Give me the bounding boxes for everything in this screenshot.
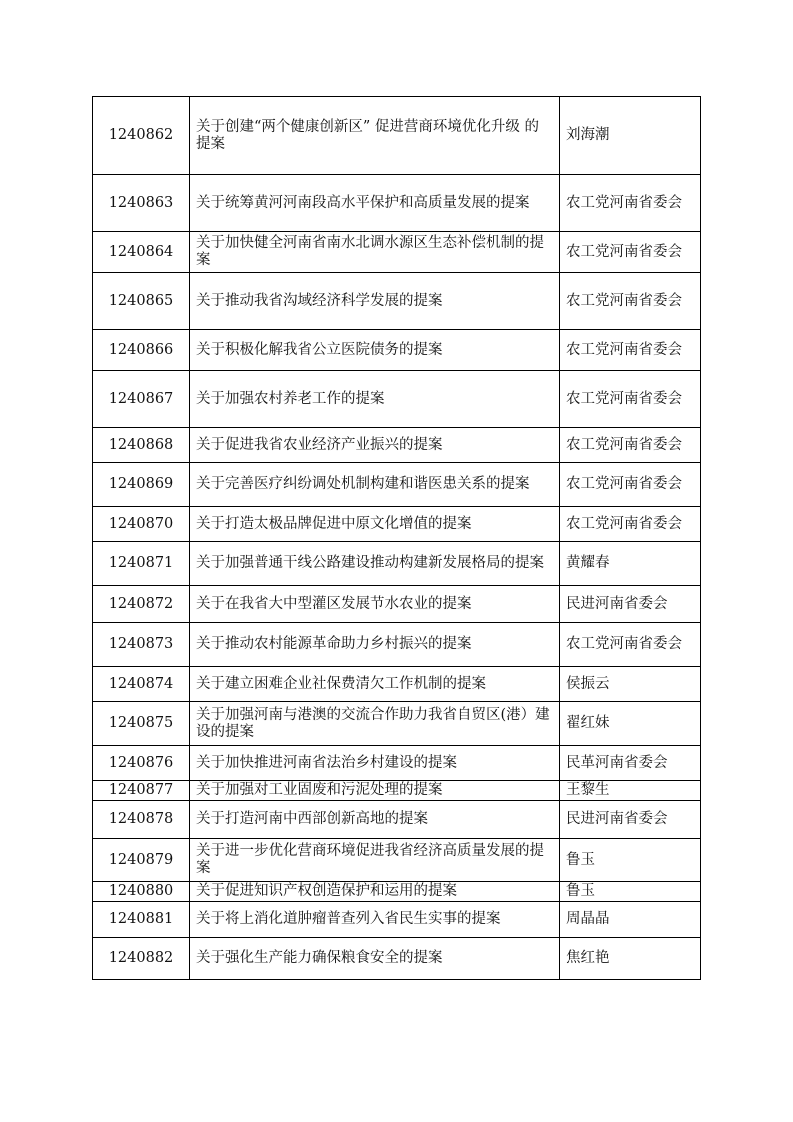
- proposal-id-cell: 1240869: [93, 463, 190, 507]
- table-row: [93, 232, 701, 273]
- proposal-submitter-cell: 鲁玉: [560, 839, 701, 882]
- proposal-id-cell: 1240863: [93, 175, 190, 232]
- table-row: [93, 273, 701, 330]
- proposal-title-cell: 关于加快健全河南省南水北调水源区生态补偿机制的提案: [190, 232, 560, 273]
- proposal-submitter-cell: 焦红艳: [560, 938, 701, 980]
- proposal-title-cell: 关于将上消化道肿瘤普查列入省民生实事的提案: [190, 902, 560, 938]
- proposal-id-cell: 1240868: [93, 428, 190, 463]
- table-row: [93, 623, 701, 667]
- proposal-submitter-cell: 农工党河南省委会: [560, 463, 701, 507]
- proposal-submitter-cell: 黄耀春: [560, 542, 701, 586]
- proposal-submitter-cell: 农工党河南省委会: [560, 371, 701, 428]
- proposal-id-cell: 1240871: [93, 542, 190, 586]
- table-row: [93, 801, 701, 839]
- proposal-title-cell: 关于推动农村能源革命助力乡村振兴的提案: [190, 623, 560, 667]
- proposal-submitter-cell: 王黎生: [560, 781, 701, 801]
- proposal-table: [92, 96, 701, 980]
- proposal-id-cell: 1240870: [93, 507, 190, 542]
- proposal-submitter-cell: 农工党河南省委会: [560, 623, 701, 667]
- table-row: [93, 97, 701, 175]
- proposal-submitter-cell: 民进河南省委会: [560, 801, 701, 839]
- proposal-title-cell: 关于建立困难企业社保费清欠工作机制的提案: [190, 667, 560, 702]
- table-row: [93, 746, 701, 781]
- proposal-id-cell: 1240866: [93, 330, 190, 371]
- proposal-id-cell: 1240873: [93, 623, 190, 667]
- table-row: [93, 839, 701, 882]
- table-row: [93, 463, 701, 507]
- table-row: [93, 882, 701, 902]
- proposal-id-cell: 1240881: [93, 902, 190, 938]
- proposal-title-cell: 关于打造太极品牌促进中原文化增值的提案: [190, 507, 560, 542]
- table-row: [93, 667, 701, 702]
- proposal-id-cell: 1240878: [93, 801, 190, 839]
- proposal-title-cell: 关于强化生产能力确保粮食安全的提案: [190, 938, 560, 980]
- proposal-title-cell: 关于促进我省农业经济产业振兴的提案: [190, 428, 560, 463]
- proposal-submitter-cell: 农工党河南省委会: [560, 273, 701, 330]
- table-row: [93, 702, 701, 746]
- proposal-submitter-cell: 农工党河南省委会: [560, 428, 701, 463]
- proposal-submitter-cell: 侯振云: [560, 667, 701, 702]
- proposal-title-cell: 关于统筹黄河河南段高水平保护和高质量发展的提案: [190, 175, 560, 232]
- proposal-id-cell: 1240872: [93, 586, 190, 623]
- proposal-submitter-cell: 农工党河南省委会: [560, 232, 701, 273]
- proposal-title-cell: 关于促进知识产权创造保护和运用的提案: [190, 882, 560, 902]
- table-row: [93, 428, 701, 463]
- table-row: [93, 371, 701, 428]
- proposal-submitter-cell: 周晶晶: [560, 902, 701, 938]
- table-row: [93, 542, 701, 586]
- proposal-id-cell: 1240879: [93, 839, 190, 882]
- table-row: [93, 902, 701, 938]
- table-row: [93, 938, 701, 980]
- proposal-title-cell: 关于打造河南中西部创新高地的提案: [190, 801, 560, 839]
- proposal-id-cell: 1240874: [93, 667, 190, 702]
- proposal-submitter-cell: 翟红妹: [560, 702, 701, 746]
- proposal-submitter-cell: 农工党河南省委会: [560, 507, 701, 542]
- proposal-submitter-cell: 农工党河南省委会: [560, 175, 701, 232]
- proposal-id-cell: 1240880: [93, 882, 190, 902]
- proposal-submitter-cell: 鲁玉: [560, 882, 701, 902]
- proposal-id-cell: 1240875: [93, 702, 190, 746]
- proposal-submitter-cell: 农工党河南省委会: [560, 330, 701, 371]
- table-row: [93, 781, 701, 801]
- proposal-title-cell: 关于加强普通干线公路建设推动构建新发展格局的提案: [190, 542, 560, 586]
- proposal-id-cell: 1240867: [93, 371, 190, 428]
- table-row: [93, 175, 701, 232]
- proposal-id-cell: 1240876: [93, 746, 190, 781]
- proposal-title-cell: 关于加强河南与港澳的交流合作助力我省自贸区(港）建设的提案: [190, 702, 560, 746]
- proposal-title-cell: 关于进一步优化营商环境促进我省经济高质量发展的提案: [190, 839, 560, 882]
- proposal-title-cell: 关于完善医疗纠纷调处机制构建和谐医患关系的提案: [190, 463, 560, 507]
- table-row: [93, 330, 701, 371]
- proposal-title-cell: 关于加强农村养老工作的提案: [190, 371, 560, 428]
- proposal-submitter-cell: 民革河南省委会: [560, 746, 701, 781]
- proposal-title-cell: 关于创建“两个健康创新区” 促进营商环境优化升级 的提案: [190, 97, 560, 175]
- proposal-title-cell: 关于推动我省沟域经济科学发展的提案: [190, 273, 560, 330]
- proposal-title-cell: 关于积极化解我省公立医院债务的提案: [190, 330, 560, 371]
- proposal-id-cell: 1240865: [93, 273, 190, 330]
- proposal-id-cell: 1240882: [93, 938, 190, 980]
- table-row: [93, 507, 701, 542]
- proposal-title-cell: 关于加快推进河南省法治乡村建设的提案: [190, 746, 560, 781]
- proposal-title-cell: 关于加强对工业固废和污泥处理的提案: [190, 781, 560, 801]
- proposal-submitter-cell: 民进河南省委会: [560, 586, 701, 623]
- proposal-id-cell: 1240862: [93, 97, 190, 175]
- proposal-submitter-cell: 刘海潮: [560, 97, 701, 175]
- proposal-title-cell: 关于在我省大中型灌区发展节水农业的提案: [190, 586, 560, 623]
- table-row: [93, 586, 701, 623]
- proposal-id-cell: 1240877: [93, 781, 190, 801]
- proposal-id-cell: 1240864: [93, 232, 190, 273]
- proposal-table-body: [93, 97, 701, 980]
